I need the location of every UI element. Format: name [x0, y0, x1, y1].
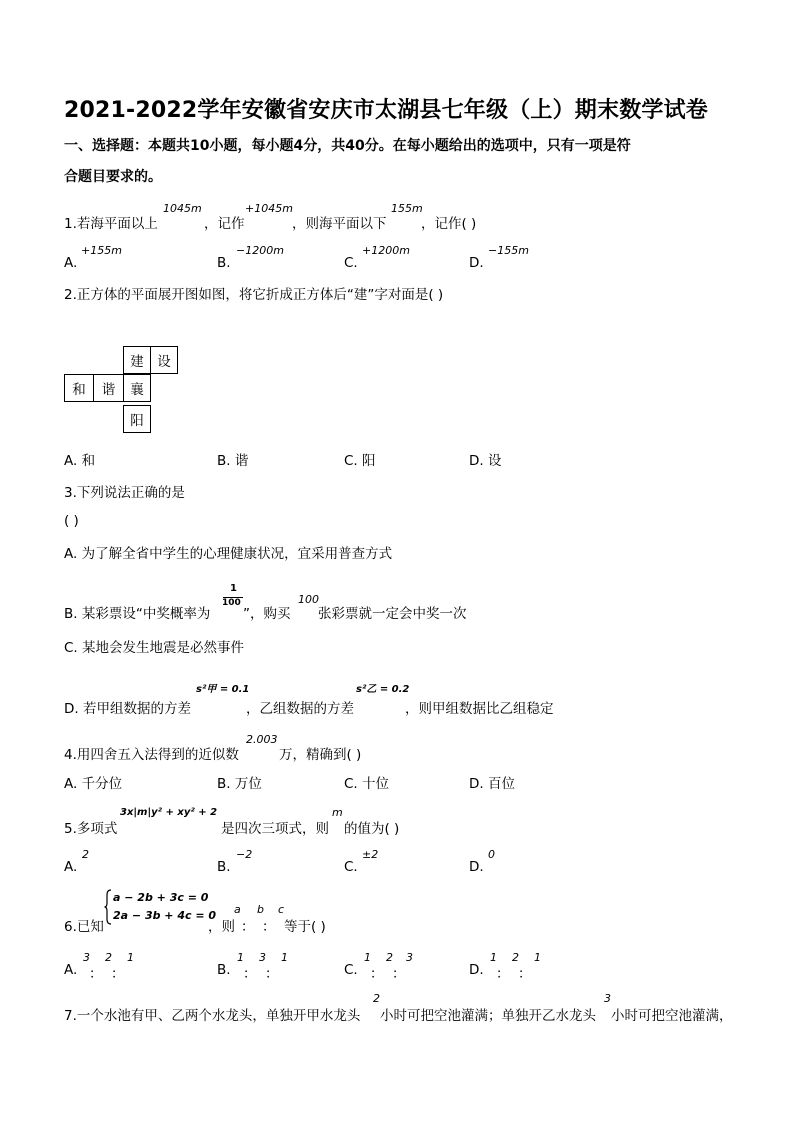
cube-cell-she: 设: [150, 346, 178, 374]
q6-option-b-colon-2: ：: [265, 966, 279, 982]
q6-option-d-colon-2: ：: [518, 966, 532, 982]
system-brace: [104, 889, 112, 925]
q6-option-d-letter: D.: [469, 962, 484, 978]
q5-option-c-math: ±2: [362, 848, 379, 861]
cube-cell-he: 和: [64, 374, 94, 402]
q6-option-a-colon-2: ：: [111, 966, 125, 982]
q3-option-a: A. 为了解全省中学生的心理健康状况，宜采用普查方式: [64, 546, 393, 562]
q5-option-a-letter: A.: [64, 859, 78, 875]
q6-option-b-letter: B.: [217, 962, 231, 978]
cube-cell-xie: 谐: [93, 374, 124, 402]
q1-option-b-math: −1200m: [236, 244, 284, 257]
q3-option-b-text-1: B. 某彩票设“中奖概率为: [64, 606, 211, 622]
q1-option-a-math: +155m: [81, 244, 122, 257]
q6-option-d-colon-1: ：: [496, 966, 510, 982]
q6-option-a-v1: 3: [83, 951, 90, 964]
q6-option-b-v2: 3: [259, 951, 266, 964]
q1-text-1: 1.若海平面以上: [64, 216, 158, 232]
q5-option-b-letter: B.: [217, 859, 231, 875]
q6-option-d-v1: 1: [490, 951, 497, 964]
q7-math-1: 2: [373, 992, 380, 1005]
q6-option-a-v3: 1: [127, 951, 134, 964]
page-title: 2021-2022学年安徽省安庆市太湖县七年级（上）期末数学试卷: [64, 98, 708, 123]
section-header-line2: 合题目要求的。: [64, 169, 162, 185]
q7-text-1: 7.一个水池有甲、乙两个水龙头，单独开甲水龙头: [64, 1008, 361, 1024]
q6-colon-2: ：: [262, 919, 276, 935]
q2-stem: 2.正方体的平面展开图如图，将它折成正方体后“建”字对面是( ): [64, 287, 444, 303]
q1-option-d-letter: D.: [469, 255, 484, 271]
q5-option-a-math: 2: [82, 848, 89, 861]
q4-option-d: D. 百位: [469, 776, 515, 792]
q7-math-2: 3: [604, 992, 611, 1005]
q6-colon-1: ：: [241, 919, 255, 935]
q6-text-1: 6.已知: [64, 919, 104, 935]
q3-fraction-denominator: 100: [222, 598, 241, 608]
q4-option-b: B. 万位: [217, 776, 262, 792]
q6-math-b: b: [257, 903, 264, 916]
q5-math-polynomial: 3x|m|y² + xy² + 2: [120, 807, 218, 818]
q3-stem: 3.下列说法正确的是: [64, 485, 185, 501]
q6-option-c-colon-2: ：: [392, 966, 406, 982]
q6-option-a-colon-1: ：: [89, 966, 103, 982]
q6-option-c-letter: C.: [344, 962, 358, 978]
q1-option-a-letter: A.: [64, 255, 78, 271]
q6-option-c-v2: 2: [386, 951, 393, 964]
q4-text-1: 4.用四舍五入法得到的近似数: [64, 747, 239, 763]
q5-text-1: 5.多项式: [64, 821, 118, 837]
q6-equation-2: 2a − 3b + 4c = 0: [113, 909, 217, 922]
q3-option-d-math-1: s²甲 = 0.1: [196, 684, 250, 695]
q1-text-3: ，则海平面以下: [292, 216, 387, 232]
q6-math-c: c: [278, 903, 285, 916]
q7-text-2: 小时可把空池灌满；单独开乙水龙头: [380, 1008, 596, 1024]
q3-option-b-text-3: 张彩票就一定会中奖一次: [318, 606, 467, 622]
q6-text-2: ，则: [208, 919, 235, 935]
q6-option-b-colon-1: ：: [243, 966, 257, 982]
q1-math-2: +1045m: [245, 202, 293, 215]
q1-option-b-letter: B.: [217, 255, 231, 271]
q1-option-d-math: −155m: [488, 244, 529, 257]
q6-option-b-v3: 1: [281, 951, 288, 964]
q6-option-d-v3: 1: [534, 951, 541, 964]
q1-text-2: ，记作: [204, 216, 245, 232]
q1-option-c-math: +1200m: [362, 244, 410, 257]
q1-option-c-letter: C.: [344, 255, 358, 271]
q3-option-c: C. 某地会发生地震是必然事件: [64, 640, 245, 656]
q3-fraction-numerator: 1: [230, 583, 237, 594]
cube-cell-jian: 建: [123, 346, 151, 374]
q2-option-b: B. 谐: [217, 453, 249, 469]
q3-option-b-text-2: ”，购买: [243, 606, 291, 622]
q6-math-a: a: [234, 903, 241, 916]
cube-cell-xiang: 襄: [123, 374, 151, 402]
q3-option-d-text-2: ，乙组数据的方差: [246, 701, 354, 717]
q2-option-c: C. 阳: [344, 453, 376, 469]
q2-option-a: A. 和: [64, 453, 96, 469]
q6-text-3: 等于( ): [284, 919, 326, 935]
q1-text-4: ，记作( ): [421, 216, 477, 232]
q4-math-1: 2.003: [246, 733, 278, 746]
q6-option-c-colon-1: ：: [370, 966, 384, 982]
q6-option-d-v2: 2: [512, 951, 519, 964]
q5-option-b-math: −2: [236, 848, 253, 861]
q5-math-m: m: [332, 806, 343, 819]
q6-option-a-letter: A.: [64, 962, 78, 978]
q1-math-3: 155m: [391, 202, 423, 215]
cube-cell-yang: 阳: [123, 405, 151, 433]
q5-text-3: 的值为( ): [344, 821, 400, 837]
section-header-line1: 一、选择题：本题共10小题，每小题4分，共40分。在每小题给出的选项中，只有一项是符: [64, 138, 631, 154]
q3-option-b-math: 100: [298, 593, 319, 606]
q5-option-d-math: 0: [488, 848, 495, 861]
q3-option-d-text-1: D. 若甲组数据的方差: [64, 701, 191, 717]
q4-option-c: C. 十位: [344, 776, 390, 792]
q4-text-2: 万，精确到( ): [279, 747, 362, 763]
q5-text-2: 是四次三项式，则: [221, 821, 329, 837]
q4-option-a: A. 千分位: [64, 776, 123, 792]
q1-math-1: 1045m: [163, 202, 202, 215]
q2-option-d: D. 设: [469, 453, 502, 469]
q3-paren: ( ): [64, 513, 79, 529]
q6-equation-1: a − 2b + 3c = 0: [113, 891, 209, 904]
q5-option-c-letter: C.: [344, 859, 358, 875]
q7-text-3: 小时可把空池灌满，: [611, 1008, 733, 1024]
q6-option-a-v2: 2: [105, 951, 112, 964]
q3-option-d-text-3: ，则甲组数据比乙组稳定: [405, 701, 554, 717]
q6-option-b-v1: 1: [237, 951, 244, 964]
q6-option-c-v3: 3: [406, 951, 413, 964]
q3-option-d-math-2: s²乙 = 0.2: [356, 684, 410, 695]
q6-option-c-v1: 1: [364, 951, 371, 964]
q5-option-d-letter: D.: [469, 859, 484, 875]
